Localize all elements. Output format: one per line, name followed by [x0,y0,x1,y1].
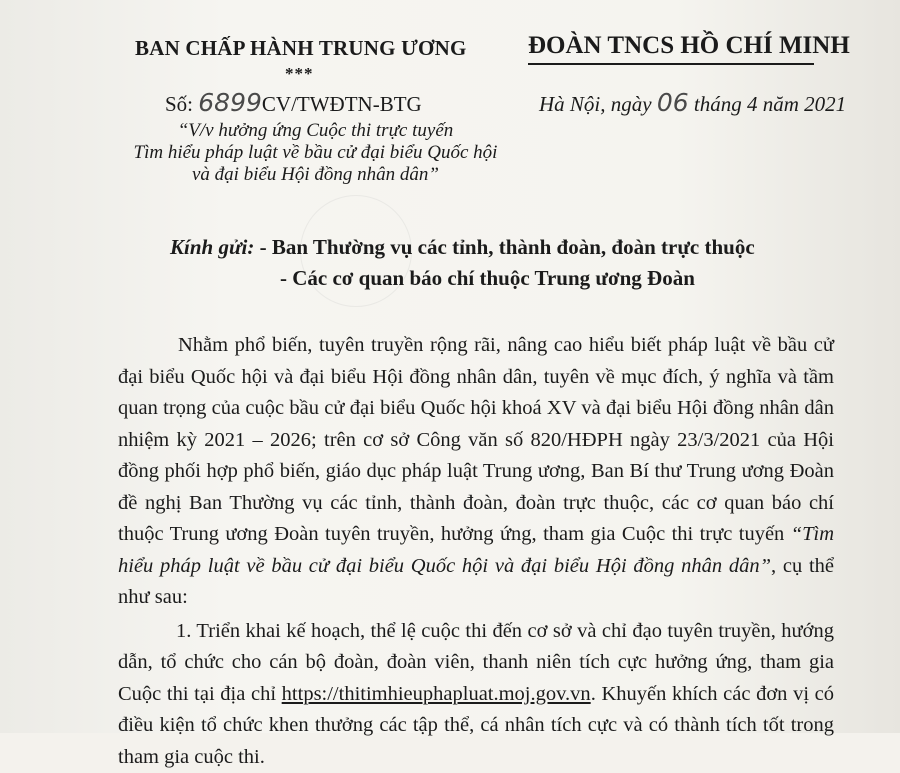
item-1-paragraph [118,616,834,773]
contest-url-link[interactable]: https://thitimhieuphapluat.moj.gov.vn [282,683,591,705]
item-1-text: 1. Triển khai kế hoạch, thể lệ cuộc thi đến cơ sở và chỉ đạo tuyên truyền, hướng dẫn, tổ chức cho cán bộ đoàn, đoàn viên, thanh niên tích cực hưởng ứng, tham gia Cuộc thi tại địa chỉ [118,620,834,705]
issuing-organization: BAN CHẤP HÀNH TRUNG ƯƠNG [135,36,466,61]
intro-paragraph [118,330,834,614]
doc-number-prefix: Số: [165,92,193,116]
doc-number-suffix: CV/TWĐTN-BTG [262,92,422,116]
doc-number-handwritten: 6899 [198,88,262,117]
recipients-block [170,232,755,294]
recipients-label: Kính gửi: [170,235,254,259]
item-1-end: . Khuyến khích các đơn vị có điều kiện tổ chức khen thưởng các tập thể, cá nhân tích cực và có thành tích tốt trong tham gia cuộc thi. [118,683,834,768]
date-day-handwritten: 06 [657,88,689,117]
header-stars: *** [285,64,314,84]
intro-end: , cụ thể như sau: [118,555,834,609]
document-body [118,330,834,773]
place-and-date [539,88,846,117]
parent-organization: ĐOÀN TNCS HỒ CHÍ MINH [528,32,850,60]
place-date-suffix: tháng 4 năm 2021 [694,92,846,116]
subject-line-3: và đại biểu Hội đồng nhân dân” [118,164,513,186]
recipient-line-2: - Các cơ quan báo chí thuộc Trung ương Đoàn [170,263,755,294]
subject-block [118,120,513,186]
place-date-prefix: Hà Nội, ngày [539,92,652,116]
contest-name: “Tìm hiểu pháp luật về bầu cử đại biểu Quốc hội và đại biểu Hội đồng nhân dân” [118,523,834,577]
header-underline [528,63,814,65]
document-number [165,88,422,117]
recipient-line-1: - Ban Thường vụ các tỉnh, thành đoàn, đoàn trực thuộc [260,235,755,259]
intro-text: Nhằm phổ biến, tuyên truyền rộng rãi, nâng cao hiểu biết pháp luật về bầu cử đại biểu Quốc hội và đại biểu Hội đồng nhân dân, tuyên về mục đích, ý nghĩa và tầm quan trọng của cuộc bầu cử đại biểu Quốc hội khoá XV và đại biểu Hội đồng nhân dân nhiệm kỳ 2021 – 2026; trên cơ sở Công văn số 820/HĐPH ngày 23/3/2021 của Hội đồng phối hợp phổ biến, giáo dục pháp luật Trung ương, Ban Bí thư Trung ương Đoàn đề nghị Ban Thường vụ các tỉnh, thành đoàn, đoàn trực thuộc, các cơ quan báo chí thuộc Trung ương Đoàn tuyên truyền, hưởng ứng, tham gia Cuộc thi trực tuyến [118,334,834,545]
subject-line-1: “V/v hưởng ứng Cuộc thi trực tuyến [118,120,513,142]
subject-line-2: Tìm hiểu pháp luật về bầu cử đại biểu Quốc hội [118,142,513,164]
